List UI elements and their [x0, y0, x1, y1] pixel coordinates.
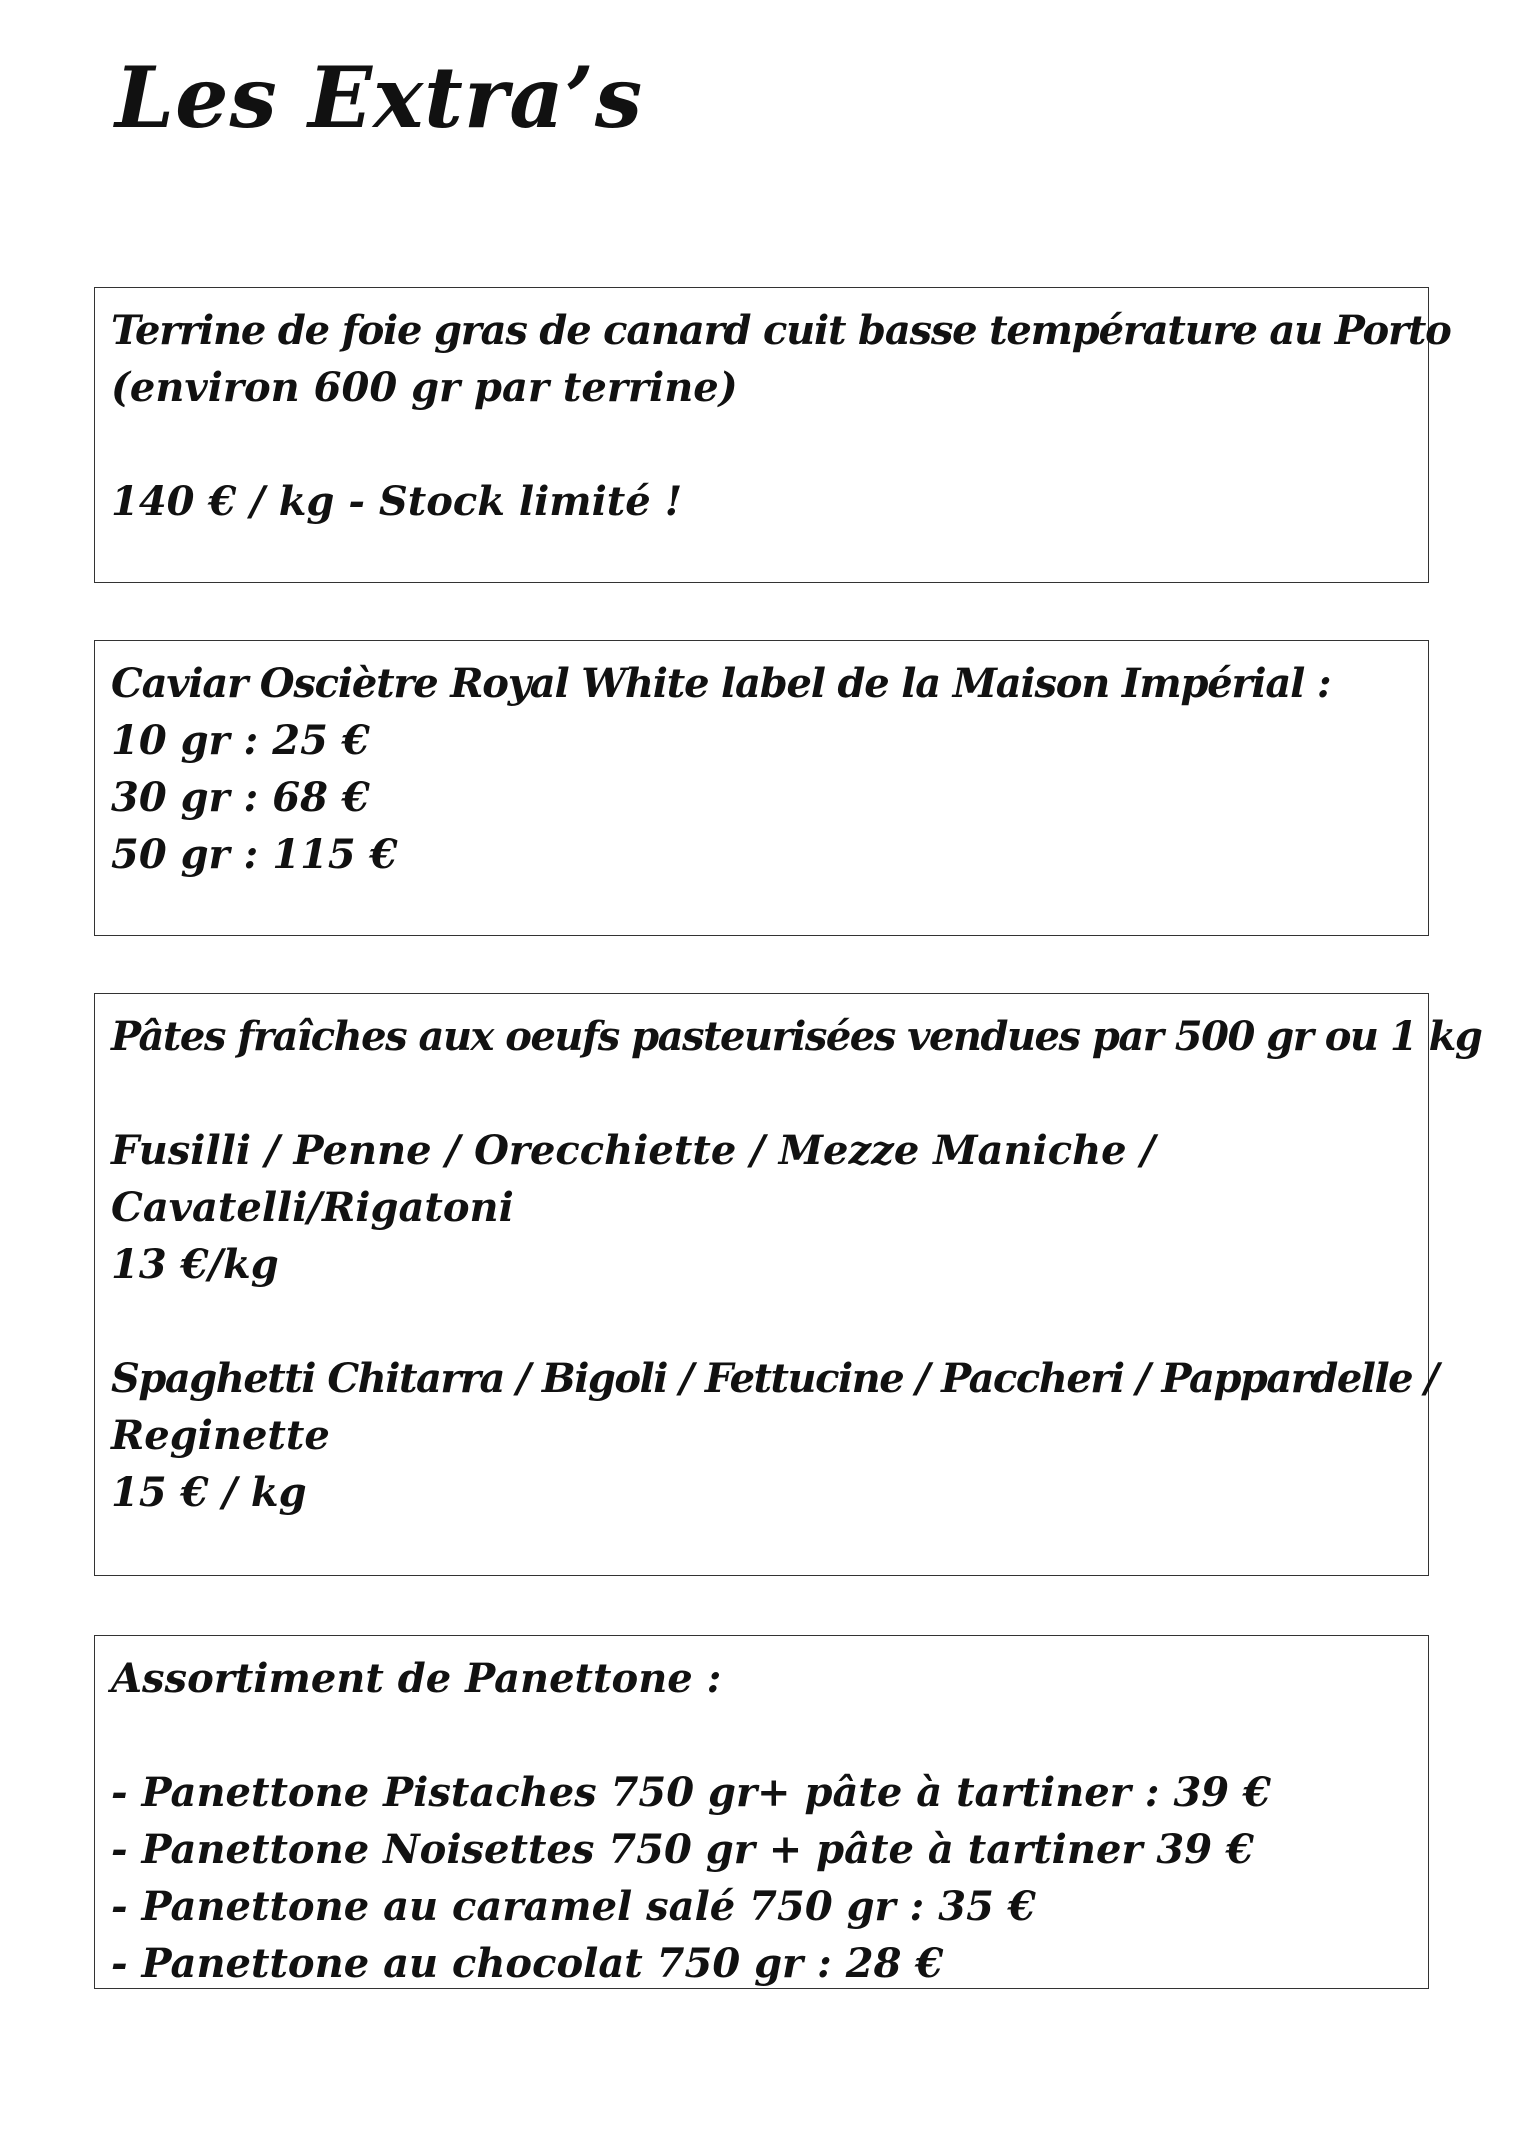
pasta-group1-price: 13 €/kg	[111, 1241, 279, 1288]
panettone-item-caramel: - Panettone au caramel salé 750 gr : 35 €	[111, 1883, 1036, 1930]
caviar-box	[94, 640, 1429, 936]
pasta-heading: Pâtes fraîches aux oeufs pasteurisées vendues par 500 gr ou 1 kg	[111, 1013, 1482, 1060]
spacer	[111, 416, 1412, 473]
spacer	[111, 1707, 1412, 1764]
pasta-group2-line1: Spaghetti Chitarra / Bigoli / Fettucine / Paccheri / Pappardelle /	[111, 1355, 1438, 1402]
panettone-item-noisettes: - Panettone Noisettes 750 gr + pâte à tartiner 39 €	[111, 1826, 1254, 1873]
pasta-group2-price: 15 € / kg	[111, 1469, 307, 1516]
panettone-box	[94, 1635, 1429, 1989]
spacer	[111, 1293, 1412, 1350]
caviar-price-50g: 50 gr : 115 €	[111, 831, 398, 878]
foie-gras-box	[94, 287, 1451, 583]
panettone-item-chocolat: - Panettone au chocolat 750 gr : 28 €	[111, 1940, 944, 1987]
pasta-group2-line2: Reginette	[111, 1412, 330, 1459]
caviar-price-30g: 30 gr : 68 €	[111, 774, 370, 821]
page-title: Les Extra’s	[115, 48, 644, 147]
foie-gras-title: Terrine de foie gras de canard cuit basse température au Porto	[111, 307, 1451, 354]
pasta-group1-line1: Fusilli / Penne / Orecchiette / Mezze Maniche /	[111, 1127, 1156, 1174]
foie-gras-weight-note: (environ 600 gr par terrine)	[111, 364, 738, 411]
spacer	[111, 1065, 1412, 1122]
caviar-price-10g: 10 gr : 25 €	[111, 717, 370, 764]
pasta-group1-line2: Cavatelli/Rigatoni	[111, 1184, 514, 1231]
foie-gras-price: 140 € / kg - Stock limité !	[111, 478, 683, 525]
pasta-box	[94, 993, 1482, 1576]
caviar-heading: Caviar Osciètre Royal White label de la Maison Impérial :	[111, 660, 1331, 707]
panettone-item-pistaches: - Panettone Pistaches 750 gr+ pâte à tartiner : 39 €	[111, 1769, 1271, 1816]
panettone-heading: Assortiment de Panettone :	[111, 1655, 722, 1702]
